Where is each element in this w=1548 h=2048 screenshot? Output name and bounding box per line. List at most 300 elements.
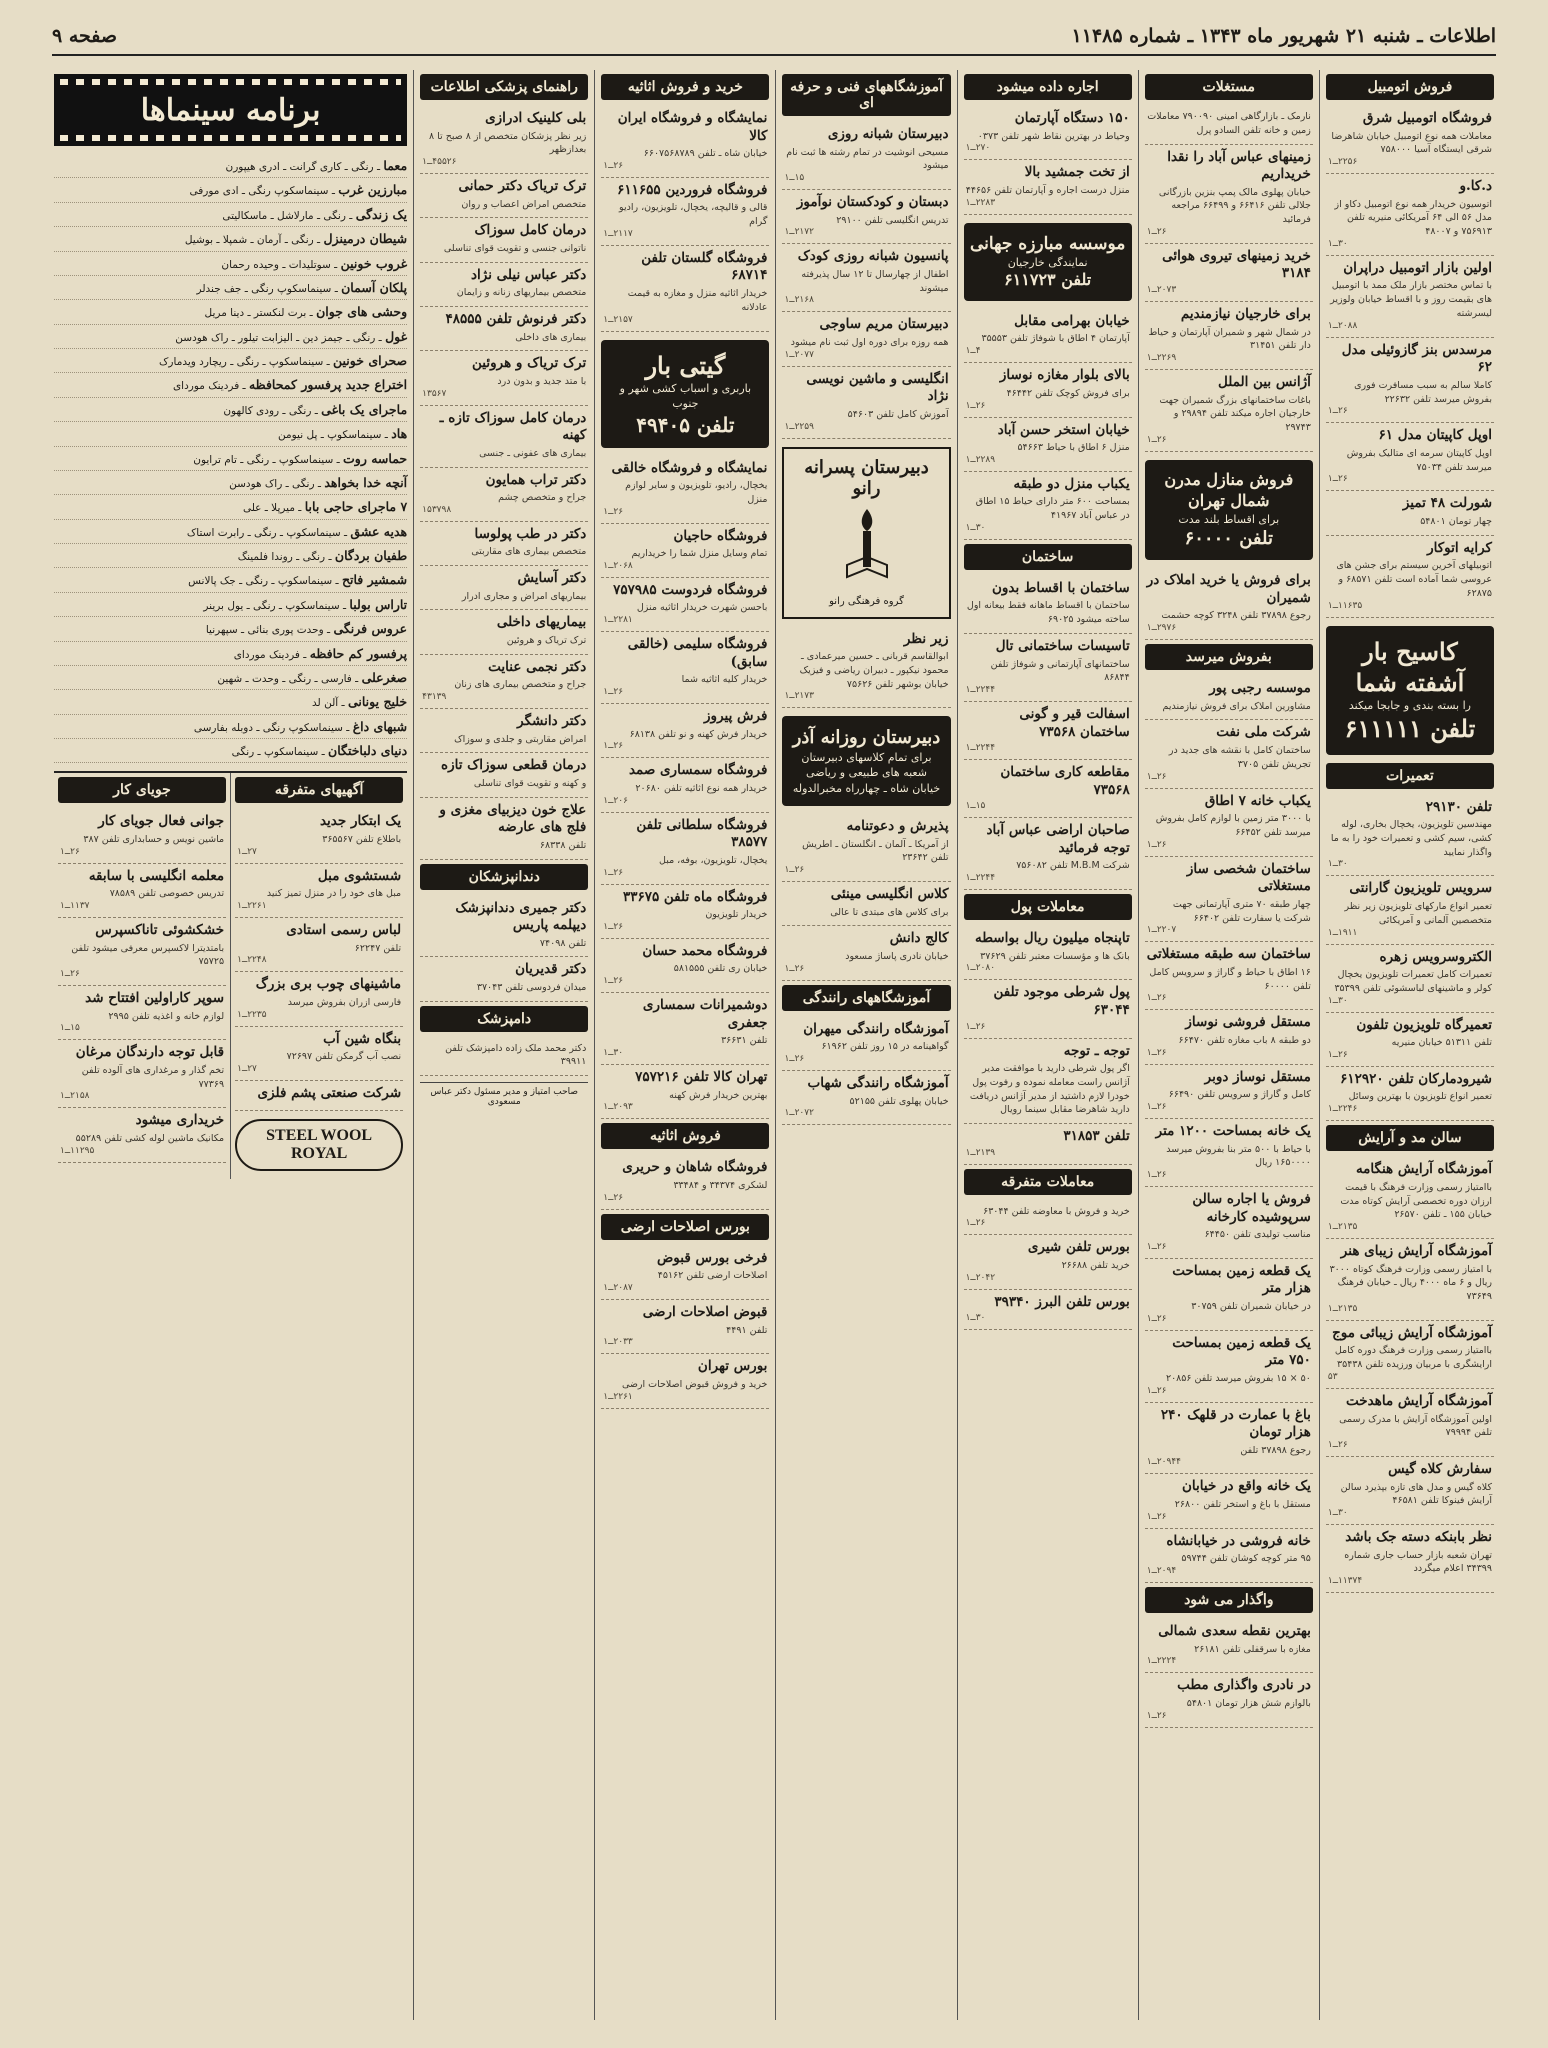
column-medical [413,70,594,2020]
classified-ad [1326,1013,1494,1067]
ad-title: سوپر کاراولین افتتاح شد [85,990,225,1007]
ad-code: ۱۹۱۱ــ۱ [1327,927,1358,938]
ad-title: تعمیرگاه تلویزیون تلفون [1356,1016,1492,1033]
ad-title: خیابان استخر حسن آباد [997,421,1130,438]
ad-headline: دبیرستان پسرانه رانو [804,456,929,499]
ad-text: رجوع ۳۷۸۹۸ تلفن ۳۲۴۸ کوچه حشمت [1161,610,1311,622]
ad-text: چهار تومان ۵۴۸۰۱ [1420,516,1492,528]
ad-title: الکتروسرویس زهره [1379,948,1492,965]
classified-ad [601,1354,769,1408]
ad-text: خریدار همه نوع اثاثیه تلفن ۲۰۶۸۰ [635,782,768,794]
ad-text: منزل درست اجاره و آپارتمان تلفن ۴۴۶۵۶ [965,184,1130,196]
classified-ad [964,576,1132,634]
ad-title: فروش یا اجاره سالن سرپوشیده کارخانه [1192,1191,1311,1225]
classified-ad [964,418,1132,472]
ads-list [601,456,769,1120]
ad-title: شرکت ملی نفت [1216,724,1311,741]
ad-code: ۴۵۵۲۶ــ۱ [422,157,457,168]
ad-text: آموزش کامل تلفن ۵۴۶۰۳ [847,408,949,420]
page-header [52,18,1496,56]
ad-code: ۲۷۰ــ۱ [965,143,991,154]
ad-text: یخچال، رادیو، تلویزیون و سایر لوازم منزل [625,480,768,505]
classified-ad [1145,676,1313,720]
ad-code: ۲۶ــ۱ [1146,839,1167,850]
ad-code: ۲۶ــ۱ [1146,1241,1167,1252]
ad-text: بمساحت ۶۰۰ متر دارای حیاط ۱۵ اطاق در عباس آباد ۴۱۹۶۷ [975,496,1130,522]
classified-ad [420,174,588,218]
classified-ad [782,926,950,980]
column-furniture [594,70,775,2020]
cinema-banner [54,74,407,146]
ad-code: ۲۱۱۷ــ۱ [603,228,633,239]
ad-title: نمایشگاه و فروشگاه خالقی [611,459,768,476]
classified-ad [420,566,588,610]
ad-text: تخم گذار و مرغداری های آلوده تلفن ۷۷۳۶۹ [81,1064,225,1090]
section-title: سالن مد و آرایش [1326,1125,1494,1151]
ads-list [235,809,403,1111]
classified-ad [420,1038,588,1077]
column-education [775,70,956,2020]
ad-code: ۲۲۸۳ــ۱ [965,197,996,208]
ads-list [964,926,1132,1165]
ad-code: ۲۶ــ۱ [1146,1313,1167,1324]
section-title: معاملات پول [964,894,1132,920]
ad-code: ۲۶ــ۱ [603,867,624,878]
classified-ad [420,522,588,566]
classified-ad [1326,1389,1494,1457]
ad-title: تاپنجاه میلیون ریال بواسطه [974,930,1130,947]
movie-title: مبارزین غرب [338,182,408,198]
movie-details: سینماسکوپ ـ رنگی ـ یول برینر [203,599,340,612]
ad-title: فروشگاه سلیمی (خالقی سابق) [627,636,768,670]
section-title: واگذار می شود [1145,1587,1313,1613]
ad-code: ۲۶ــ۱ [784,963,805,974]
ad-title: دکتر دانشگر [517,713,587,730]
ad-title: کرایه اتوکار [1427,539,1492,556]
ad-title: درمان کامل سوزاک [474,222,587,239]
ad-code: ۲۱۵۸ــ۱ [60,1091,90,1102]
ad-subtitle: برای اقساط بلند مدت [1178,512,1280,526]
ad-code: ۲۰۹۴ــ۱ [1146,1566,1177,1577]
classified-ad [235,918,403,972]
classified-ad [601,704,769,758]
ad-text: دکتر محمد ملک زاده دامپزشک تلفن ۳۹۹۱۱ [445,1042,587,1068]
ad-title: دکتر جمیری دندانپزشک دیپلمه پاریس [455,899,587,934]
classified-ad [1326,1525,1494,1593]
cinema-listing: خلیج یونانی ـ آلن لد [54,690,407,714]
classified-ad [420,798,588,860]
classified-ad [1326,491,1494,535]
classified-ad [1145,1259,1313,1331]
cinema-listing: وحشی های جوان ـ برت لنکستر ـ دینا مریل [54,300,407,324]
ad-text: نارمک ـ بازارگاهی امینی ۷۹۰۰۹۰ معاملات زمین و خانه تلفن السادو پرل [1147,111,1311,136]
movie-details: سینماسکوپ ـ رنگی ـ ریچارد ویدمارک [159,356,324,368]
column-cinema [48,70,413,2020]
classified-ad [782,367,950,439]
ad-text: آپارتمان ۴ اطاق با شوفاژ تلفن ۳۵۵۵۳ [981,333,1130,345]
movie-details: فردینک موردای [172,380,240,393]
ad-text: خیابان نادری پاساژ مسعود [845,950,949,962]
ads-list [420,1038,588,1077]
ad-code: ۲۲۵۹ــ۱ [784,421,814,432]
classified-ad [1145,1331,1313,1403]
classified-ad [58,986,226,1040]
ad-code: ۲۲۰۷ــ۱ [1146,925,1177,936]
ad-code: ۲۶ــ۱ [1146,771,1167,782]
classified-ad [782,190,950,244]
classified-ad [235,1081,403,1112]
movie-title: هدیه عشق [350,523,408,539]
classified-ad [1145,1673,1313,1727]
classified-ad [1145,568,1313,640]
ad-code: ۵۳ [1327,1371,1338,1382]
ads-list [782,814,950,981]
ad-title: کلاس انگلیسی مینئی [830,886,949,903]
ad-text: از آمریکا ـ آلمان ـ انگلستان ـ اطریش تلفن ۲۳۶۴۲ [802,838,949,864]
ad-title: تهران کالا تلفن ۷۵۷۲۱۶ [635,1069,768,1086]
cinema-listing: غول ـ رنگی ـ جیمز دین ـ الیزابت تیلور ـ راک هودسن [54,325,407,349]
ad-text: و کهنه و تقویت قوای تناسلی [473,777,587,789]
movie-title: شیطان درمینزل [323,231,408,247]
classified-ad [964,702,1132,760]
ad-text: نصب آب گرمکن تلفن ۷۲۶۹۷ [286,1051,402,1063]
ad-headline: موسسه مبارزه جهانی [969,233,1126,254]
ad-title: دکتر در طب پولوسا [474,525,587,542]
classified-ad [964,106,1132,160]
classified-ad [1145,942,1313,1010]
ads-list [420,106,588,860]
ad-code: ۲۶ــ۱ [1327,1049,1348,1060]
ads-list [964,576,1132,890]
classified-ad [1145,1065,1313,1119]
classified-ad [1326,338,1494,424]
classified-ad [420,218,588,262]
ad-text: خیابان پهلوی مالک پمپ بنزین بازرگانی جلالی تلفن ۶۶۴۱۶ و ۶۶۴۹۹ مراجعه فرمائید [1158,186,1311,226]
ad-title: آموزشگاه آرایش هنگامه [1355,1161,1492,1178]
ad-code: ۳۰ــ۱ [965,522,986,533]
ad-text: کاملا سالم به سبب مسافرت فوری بفروش میرسد تلفن ۲۲۶۳۲ [1354,379,1492,405]
classified-ad [1145,1010,1313,1064]
movie-title: شبهای داغ [352,718,408,734]
classified-ad [964,472,1132,540]
ad-text: باامتیاز رسمی وزارت فرهنگ دوره کامل ارایشگری با مربیان ورزیده تلفن ۳۵۴۳۸ [1334,1345,1492,1371]
ad-code: ۱۱۶۳۵ــ۱ [1327,600,1363,611]
classified-ad [601,993,769,1065]
ad-text: قالی و قالیچه، یخچال، تلویزیون، رادیو گرام [619,202,768,228]
ad-title: کالج دانش [889,930,949,947]
ad-title: آموزشگاه رانندگی میهران [803,1020,949,1037]
ad-code: ۲۰۷۷ــ۱ [784,349,814,360]
ad-title: بهترین نقطه سعدی شمالی [1158,1623,1311,1640]
classified-ad [1145,106,1313,145]
cinema-listing: حماسه روت ـ سینماسکوپ ـ رنگی ـ تام ترایون [54,447,407,471]
ad-title: مقاطعه کاری ساختمان ۷۳۵۶۸ [1000,764,1130,798]
ad-headline: گیتی بار [645,350,726,380]
ad-title: فروشگاه حاجیان [673,527,768,544]
ad-text: تدریس خصوصی تلفن ۷۸۵۸۹ [109,888,225,900]
section-title: ساختمان [964,544,1132,570]
movie-title: تاراس بولبا [349,596,408,612]
classified-ad [420,709,588,753]
ads-list [601,1246,769,1409]
ad-code: ۲۶ــ۱ [965,1218,986,1229]
ad-text: خریدار تلویزیون [705,909,768,921]
azar-school-ad [782,716,950,806]
ad-title: برای فروش یا خرید املاک در شمیران [1146,572,1311,606]
ad-text: کلاه گیس و مدل های تازه بپذیرد سالن آرایش فینوکا تلفن ۴۶۵۸۱ [1340,1481,1492,1507]
ad-text: جراح و متخصص بیماری های زنان [454,679,587,691]
ad-code: ۲۲۶۹ــ۱ [1146,353,1177,364]
ad-text: همه روزه برای دوره اول ثبت نام میشود [790,337,949,349]
ad-code: ۲۱۳۵ــ۱ [1327,1222,1358,1233]
ads-list [1145,568,1313,640]
ad-text: بهترین خریدار فرش کهنه [669,1089,768,1101]
movie-title: پلکان آسمان [341,279,408,295]
classified-ad [601,885,769,939]
classified-ad [235,972,403,1026]
section-title: بفروش میرسد [1145,644,1313,670]
agency-ad [964,223,1132,301]
ad-code: ۲۱۵۷ــ۱ [603,314,633,325]
ad-code: ۲۶ــ۱ [603,687,624,698]
movie-title: یک زندگی [355,206,408,222]
moving-company-ad [1326,626,1494,755]
housing-ad [1145,460,1313,560]
ad-title: تلفن ۳۱۸۵۳ [1063,1128,1130,1145]
classified-ad [601,106,769,178]
movie-title: طفیان بردگان [334,548,408,563]
classifieds-columns [48,70,1500,2020]
ad-code: ۱۱۳۷ــ۱ [60,901,90,911]
classified-ad [601,758,769,812]
ad-headline: فروش منازل مدرن شمال تهران [1164,469,1294,510]
classified-ad [1326,174,1494,256]
movie-details: رنگی ـ رودی کالهون [223,404,312,417]
ad-title: فروشگاه گلستان تلفن ۶۸۷۱۴ [641,249,768,284]
ad-code: ۲۶ــ۱ [60,969,80,980]
classified-ad [420,406,588,468]
ad-text: تعمیر انواع مارکهای تلویزیون زیر نظر متخصصین آلمانی و آمریکائی [1344,900,1492,926]
header-page-number: صفحه ۹ [52,25,118,47]
classified-ad [964,926,1132,980]
ad-title: بلی کلینیک ادرازی [485,110,587,126]
classified-ad [1145,302,1313,370]
ads-list [782,122,950,439]
ad-text: ۱۶ اطاق با حیاط و گاراژ و سرویس کامل تلفن ۶۰۰۰۰ [1149,966,1311,992]
ad-code: ۲۶ــ۱ [784,865,805,876]
classified-ad [1326,106,1494,174]
subcolumn-jobs [54,773,230,1179]
cinema-listing: شمشیر فاتح ـ سینماسکوپ ـ رنگی ـ جک پالانس [54,568,407,592]
ad-title: دبیرستان مریم ساوجی [819,316,949,333]
section-title: آموزشگاههای رانندگی [782,985,950,1011]
movie-title: خلیج یونانی [347,694,408,710]
logo-text: STEEL WOOL ROYAL [266,1127,373,1163]
ad-text: تعمیر انواع تلویزیون با بهترین وسائل [1348,1091,1492,1103]
ads-list [964,106,1132,215]
ad-code: ۲۶ــ۱ [1146,1385,1167,1396]
ad-text: ناتوانی جنسی و تقویت قوای تناسلی [443,242,587,254]
ad-code: ۲۲۴۶ــ۱ [1327,1104,1358,1115]
ads-list [601,1155,769,1209]
classified-ad [1145,145,1313,244]
ad-text: متخصص بیماری های مقاربتی [471,546,587,558]
ad-code: ۲۶ــ۱ [60,846,80,857]
movie-details: برت لنکستر ـ دینا مریل [204,307,307,320]
ad-code: ۳۰ــ۱ [965,1313,986,1324]
cinema-listing: هاد ـ سینماسکوپ ـ پل نیومن [54,422,407,446]
section-title: دندانپزشکان [420,864,588,890]
movie-details: رنگی ـ جیمز دین ـ الیزابت تیلور ـ راک هودسن [175,331,376,344]
ad-title: دوشمیرانات سمساری جعفری [642,997,768,1031]
classified-ad [782,1071,950,1125]
ad-title: یکباب منزل دو طبقه [1013,475,1130,492]
ad-text: لوازم خانه و اغذیه تلفن ۲۹۹۵ [108,1010,225,1022]
movie-details: رنگی ـ مارلاشل ـ ماسکالیتی [222,209,346,222]
ad-text: تمام وسایل منزل شما را خریداریم [631,548,768,560]
ad-text: بیماری های داخلی [515,331,587,343]
ad-text: اولین آموزشگاه آرایش با مدرک رسمی تلفن ۷۹۹۹۴ [1339,1413,1492,1439]
ad-title: اوپل کاپیتان مدل ۶۱ [1378,427,1492,444]
classified-ad [601,178,769,246]
ad-text: بامتدیترا لاکسپرس معرفی میشود تلفن ۷۵۷۲۵ [71,942,225,968]
classified-ad [420,106,588,174]
ad-address: خیابان شاه ـ چهارراه مخبرالدوله [792,781,941,795]
ad-text: زیر نظر پزشکان متخصص از ۸ صبح تا ۸ بعدازظهر [429,130,587,156]
classified-ad [420,610,588,654]
ad-code: ۲۶ــ۱ [1146,434,1167,445]
movie-title: عروس فرنگی [333,621,408,637]
ad-title: یک قطعه زمین بمساحت ۷۵۰ متر [1172,1334,1311,1369]
ad-title: ۱۵۰ دستگاه آپارتمان [1014,110,1130,126]
publisher-note: صاحب امتیاز و مدیر مسئول دکتر عباس مسعودی [420,1082,588,1107]
ad-title: اسفالت قیر و گونی ساختمان ۷۳۵۶۸ [1019,706,1130,740]
ad-code: ۲۲۸۱ــ۱ [603,615,633,626]
ad-title: درمان قطعی سوزاک تازه [441,757,587,774]
classified-ad [964,1039,1132,1125]
ad-text: تلفن ۷۴۰۹۸ [539,937,587,949]
ad-code: ۲۶ــ۱ [1146,1170,1167,1181]
ad-text: مشاورین املاک برای فروش نیازمندیم [1162,700,1311,712]
ad-title: فرش پیروز [704,708,768,725]
classified-ad [1326,1457,1494,1525]
ad-title: پول شرطی موجود تلفن ۶۳۰۴۴ [993,984,1130,1018]
classified-ad [1326,1239,1494,1321]
ad-text: در خیابان شمیران تلفن ۳۰۷۵۹ [1191,1301,1311,1312]
ad-text: بالوازم شش هزار تومان ۵۴۸۰۱ [1186,1697,1311,1709]
classified-ad [601,813,769,885]
ad-code: ۳۰ــ۱ [1327,1508,1348,1519]
ad-title: بالای بلوار مغازه نوساز [999,367,1130,384]
ad-title: دکتر آسایش [517,570,587,587]
ad-text: مستقل با باغ و استخر تلفن ۲۶۸۰۰ [1174,1499,1311,1511]
classified-ad [782,122,950,190]
movie-details: سوتلیدات ـ وحیده رحمان [221,258,331,271]
ad-title: شرکت صنعتی پشم فلزی [257,1084,402,1101]
ad-title: مرسدس بنز گازوئیلی مدل ۶۲ [1341,341,1492,376]
ad-text: باطلاع تلفن ۳۶۵۵۶۷ [322,833,402,845]
ad-text: منزل ۶ اطاق با حیاط ۵۴۶۶۳ [1017,442,1130,454]
ad-title: زمینهای عباس آباد را نقدا خریداریم [1167,148,1311,183]
ad-text: جراح و متخصص چشم [498,492,587,504]
ad-code: ۲۶ــ۱ [1146,1047,1167,1058]
section-title: راهنمای پزشکی اطلاعات [420,74,588,100]
classified-ad [235,809,403,863]
ad-text: با تماس مختصر بازار ملک ممد با اتومبیل های بقیمت روز و با اقساط خیابان ولوزیر لیسرشته [1330,280,1492,319]
ad-title: صاحبان اراضی عباس آباد توجه فرمائید [986,822,1130,856]
ad-text: متخصص بیماریهای زنانه و زایمان [456,287,587,299]
ad-title: معلمه انگلیسی با سابقه [88,867,225,884]
classified-ad [420,351,588,405]
ads-list [1145,1619,1313,1728]
classified-ad [235,1027,403,1081]
classified-ad [420,307,588,351]
ad-code: ۲۰۶ــ۱ [603,795,628,806]
ad-code: ۲۱۷۳ــ۱ [784,691,814,702]
movie-title: آنچه خدا بخواهد [324,474,408,490]
movie-details: سینماسکوپ ـ رنگی [231,746,319,758]
ad-title: موسسه رجبی پور [1209,680,1311,697]
classified-ad [420,957,588,1001]
cinema-listing: عروس فرنگی ـ وحدت پوری بنائی ـ سپهرنیا [54,617,407,641]
movie-details: سینماسکوپ رنگی ـ ادی مورفی [189,185,329,198]
ad-code: ۲۲۶۱ــ۱ [603,1391,633,1402]
ad-title: قابل توجه دارندگان مرغان [75,1044,225,1061]
ad-headline: کاسیح بار آشفته شما [1355,636,1465,697]
classified-ad [601,524,769,578]
ad-text: وحیاط در بهترین نقاط شهر تلفن ۰۳۷۳ [977,130,1130,142]
ad-code: ۲۰۶۸ــ۱ [603,560,633,571]
ad-code: ۲۲۸۹ــ۱ [965,454,996,465]
ad-title: فروشگاه سلطانی تلفن ۳۸۵۷۷ [636,816,768,851]
classified-ad [58,1040,226,1108]
classified-ad [1145,244,1313,302]
classified-ad [420,263,588,307]
cinema-listing: ماجرای یک باغی ـ رنگی ـ رودی کالهون [54,398,407,422]
classified-ad [601,1065,769,1119]
ads-list [964,309,1132,540]
classified-ad [1145,1474,1313,1528]
classified-ad [1145,370,1313,452]
ad-code: ۲۲۵۶ــ۱ [1327,157,1358,168]
header-date: اطلاعات ـ شنبه ۲۱ شهریور ماه ۱۳۴۳ ـ شماره ۱۱۴۸۵ [1071,25,1496,47]
ad-title: ترک تریاک و هروئین [472,355,587,372]
section-title: بورس اصلاحات ارضی [601,1214,769,1240]
classified-ad [964,1201,1132,1236]
classified-ad [1145,1529,1313,1583]
section-title: مستغلات [1145,74,1313,100]
ad-code: ۲۱۳۹ــ۱ [965,1147,996,1158]
cinema-listing: شبهای داغ ـ سینماسکوپ رنگی ـ دوبله بفارسی [54,715,407,739]
classified-ad [601,1155,769,1209]
column-real-estate [1138,70,1319,2020]
ad-text: خیابان ری تلفن ۵۸۱۵۵۵ [673,963,768,975]
ad-phone: تلفن ۶۱۱۷۲۳ [1004,270,1092,290]
classified-ad [964,634,1132,702]
ad-code: ۲۰۷۲ــ۱ [784,1108,814,1119]
ad-title: یکباب خانه ۷ اطاق [1204,792,1311,809]
ad-text: باامتیاز رسمی وزارت فرهنگ با قیمت ارزان دوره تخصصی آرایش کوتاه مدت خیابان ۱۵۵ ـ تلفن ۲۶۵۷۰ [1340,1181,1492,1221]
classified-ad [782,1017,950,1071]
ad-code: ۲۶ــ۱ [603,741,624,752]
ad-text: تلفن ۴۴۹۱ [726,1324,768,1336]
section-title: فروش اثاثیه [601,1123,769,1149]
ad-title: باغ با عمارت در قلهک ۲۴۰ هزار تومان [1160,1406,1311,1441]
section-title: معاملات متفرقه [964,1169,1132,1195]
classified-ad [601,246,769,332]
ad-subtitle: گروه فرهنگی رانو [829,595,904,607]
ad-code: ۲۰۳۳ــ۱ [603,1337,633,1348]
